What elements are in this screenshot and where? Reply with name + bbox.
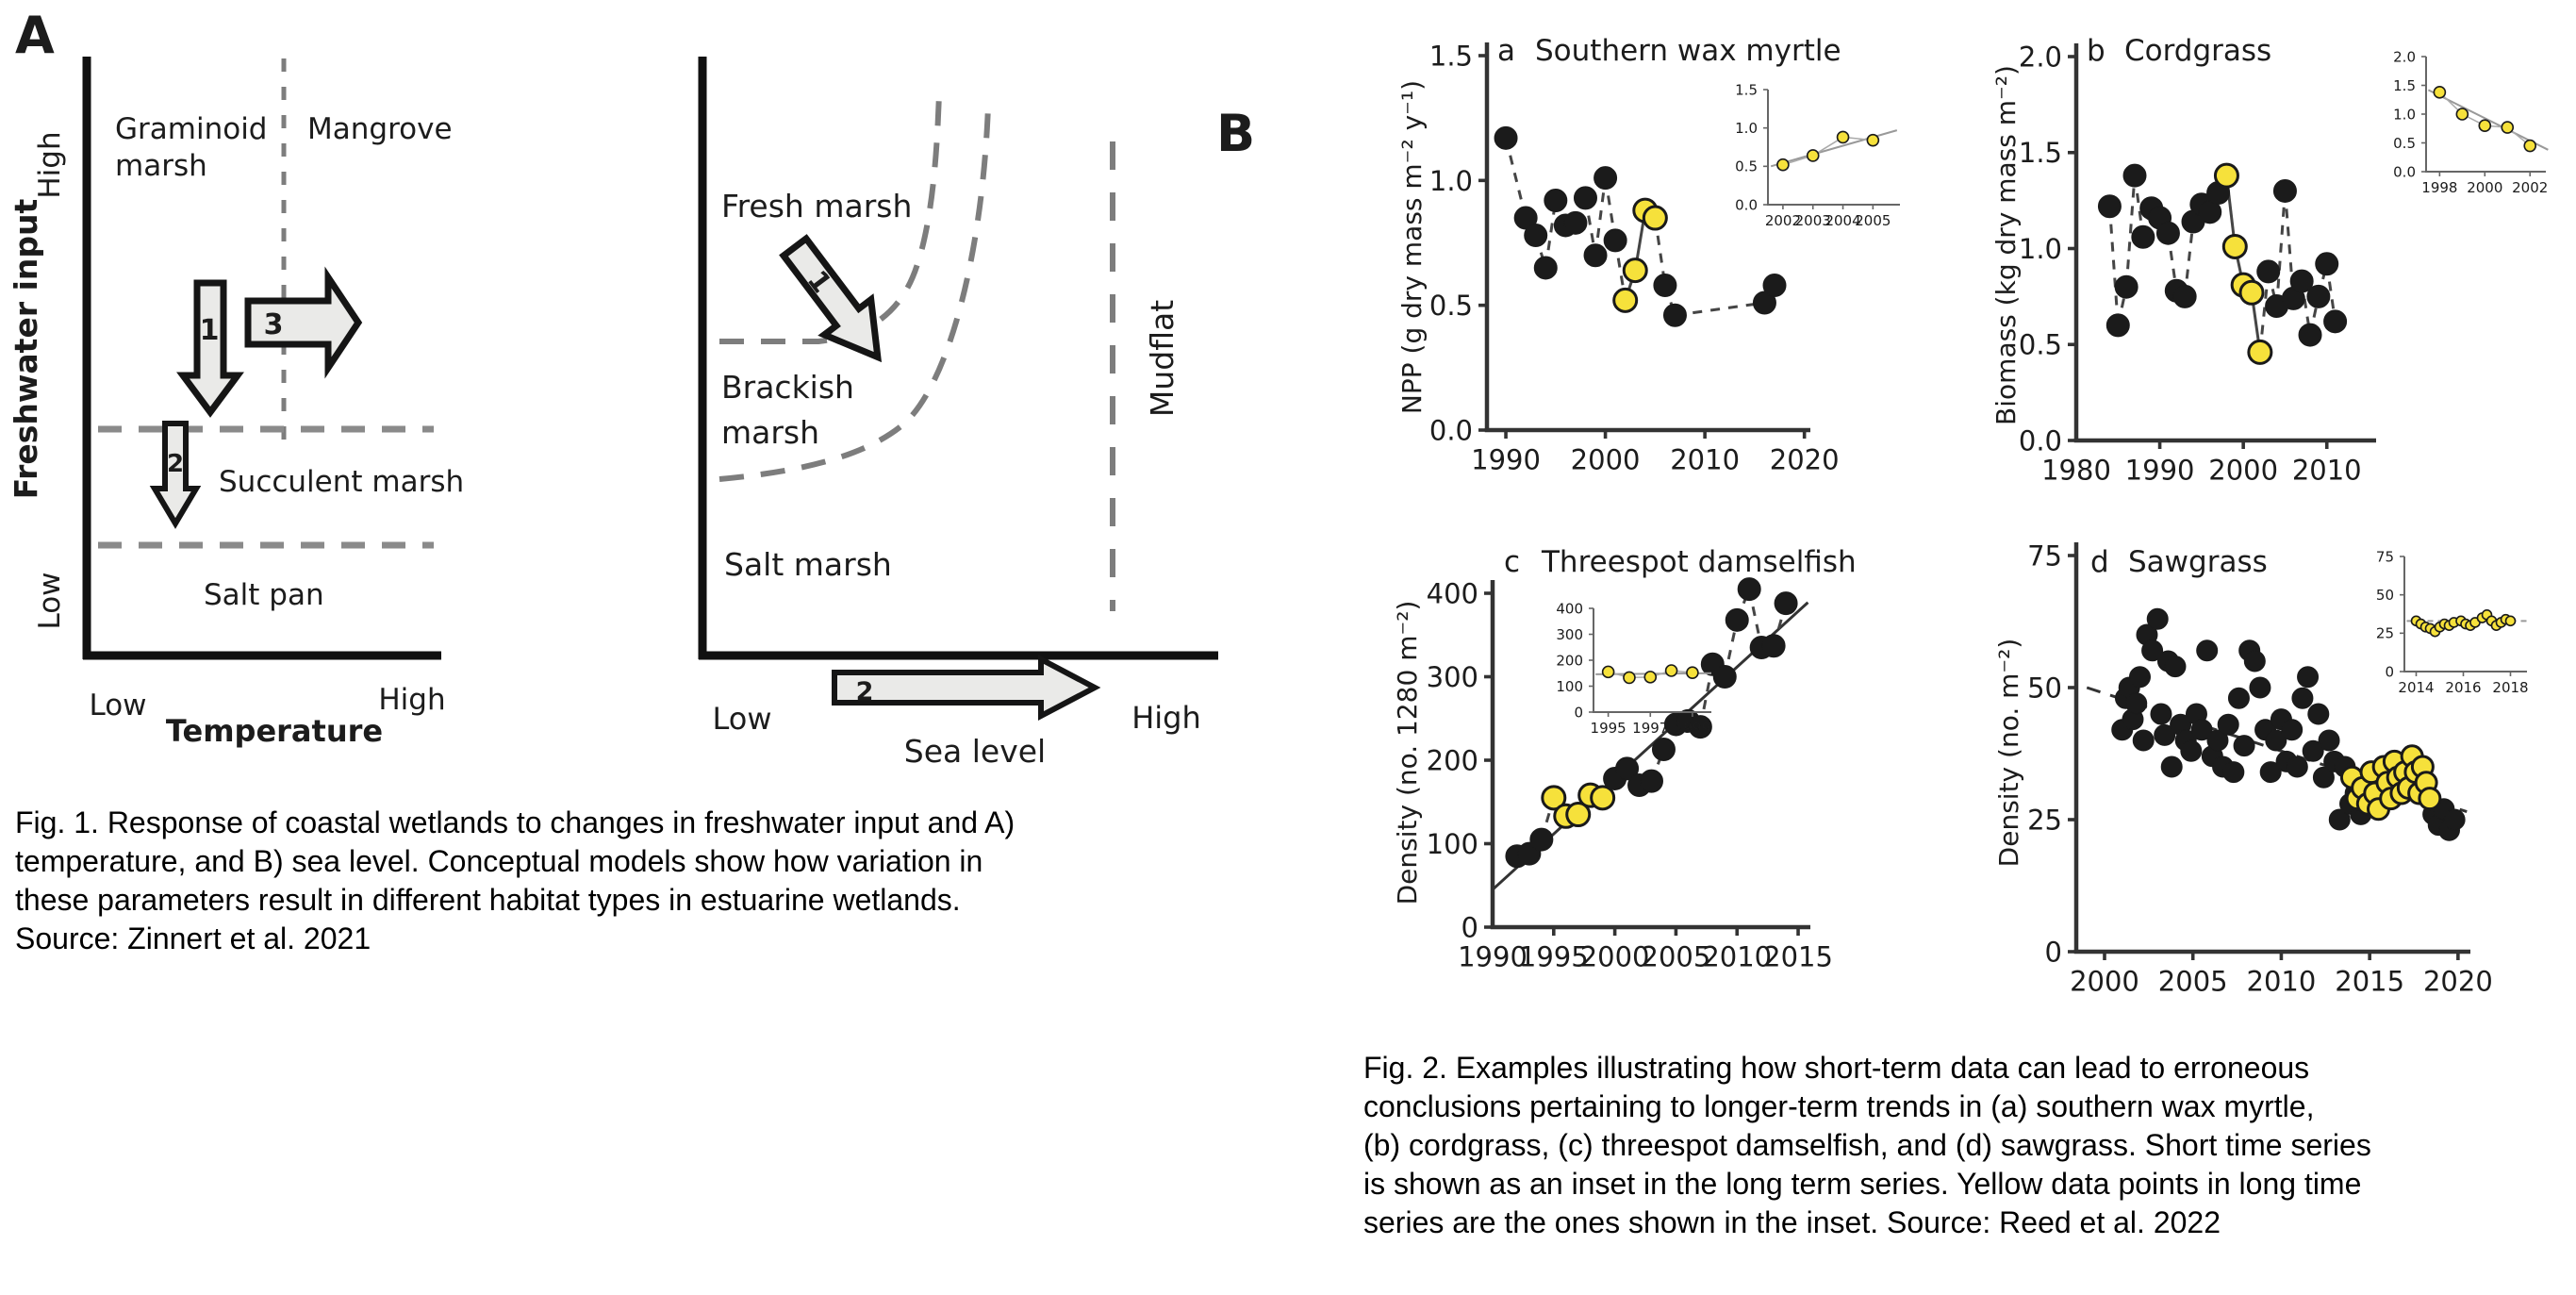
x-tick-label: 2003 [1794, 211, 1831, 229]
x-tick-label: 2020 [2422, 965, 2493, 998]
x-tick-label: 2000 [2208, 454, 2279, 487]
x-tick-label: 1999 [1674, 719, 1711, 737]
data-point-black [1654, 274, 1676, 296]
x-tick-label: 1998 [2421, 178, 2458, 196]
data-point-black [1641, 770, 1663, 792]
data-point-yellow [2215, 164, 2237, 187]
y-tick-label: 0 [2385, 663, 2394, 681]
data-point-black [2218, 714, 2238, 735]
x-tick-label: 1990 [1471, 443, 1541, 476]
data-point-yellow [2434, 87, 2445, 98]
y-tick-label: 0 [1461, 911, 1478, 944]
y-tick-label: 100 [1556, 677, 1583, 695]
x-tick-label: 2000 [1570, 443, 1641, 476]
data-point-yellow [1592, 787, 1614, 809]
arrow-3-number: 3 [263, 308, 284, 341]
y-tick-label: 0.0 [1735, 196, 1758, 214]
connector-line [1675, 303, 1764, 315]
data-point-black [2273, 179, 2296, 202]
data-point-black [2181, 740, 2202, 761]
x-tick-label: 1995 [1590, 719, 1627, 737]
data-point-black [2161, 756, 2182, 777]
y-tick-label: 0.5 [1428, 290, 1473, 323]
y-tick-label: 200 [1426, 744, 1478, 777]
connector-line [2277, 191, 2286, 306]
data-point-black [2444, 809, 2465, 830]
data-point-yellow [1603, 666, 1614, 677]
data-point-black [1564, 211, 1587, 234]
fig2-caption-line: (b) cordgrass, (c) threespot damselfish, and (d) sawgrass. Short time series [1363, 1128, 2371, 1162]
data-point-black [2132, 225, 2155, 248]
data-point-black [2250, 677, 2271, 698]
data-point-black [2106, 314, 2129, 337]
fig1-caption-line: Source: Zinnert et al. 2021 [15, 921, 372, 955]
region-succulent-marsh: Succulent marsh [219, 465, 465, 499]
data-point-black [2129, 667, 2150, 688]
data-point-yellow [1777, 159, 1789, 171]
panel-title: Cordgrass [2124, 34, 2272, 68]
a-y-low-label: Low [33, 572, 67, 630]
x-tick-label: 2018 [2492, 678, 2529, 696]
region-mangrove: Mangrove [307, 112, 453, 146]
data-point-black [1713, 666, 1736, 689]
data-point-yellow [1867, 135, 1878, 146]
data-point-black [2115, 275, 2138, 298]
y-tick-label: 2.0 [2393, 48, 2416, 66]
data-point-black [1663, 304, 1686, 326]
x-tick-label: 2010 [1670, 443, 1741, 476]
data-point-black [1534, 257, 1557, 279]
x-tick-label: 2000 [1579, 940, 1650, 973]
data-point-black [1494, 126, 1517, 149]
x-tick-label: 2000 [2070, 965, 2139, 998]
data-point-black [2292, 688, 2313, 708]
data-point-yellow [2524, 141, 2535, 152]
data-point-black [1652, 738, 1675, 760]
data-point-yellow [1808, 150, 1819, 161]
panel-title: Southern wax myrtle [1535, 34, 1841, 68]
region-salt-pan: Salt pan [204, 578, 324, 612]
region-fresh-marsh: Fresh marsh [721, 188, 913, 224]
data-point-black [2308, 704, 2329, 724]
data-point-yellow [2479, 120, 2490, 131]
data-point-black [1604, 229, 1627, 252]
x-tick-label: 2010 [2291, 454, 2362, 487]
y-tick-label: 1.5 [1735, 81, 1758, 99]
y-tick-label: 0 [1574, 704, 1583, 722]
y-tick-label: 1.0 [2018, 232, 2062, 265]
b-x-axis-title: Sea level [903, 733, 1047, 770]
a-y-axis-title: Freshwater input [8, 198, 44, 500]
fig1-caption-line: Fig. 1. Response of coastal wetlands to changes in freshwater input and A) [15, 805, 1016, 839]
data-point-black [2307, 285, 2330, 307]
y-axis-title: Density (no. 1280 m⁻²) [1392, 600, 1423, 905]
data-point-black [1574, 187, 1596, 209]
fig1-caption [15, 804, 1250, 958]
y-tick-label: 1.0 [1735, 120, 1758, 138]
y-tick-label: 50 [2375, 587, 2394, 605]
x-tick-label: 2005 [2157, 965, 2228, 998]
y-tick-label: 2.0 [2018, 41, 2062, 74]
y-tick-label: 0.5 [2393, 134, 2416, 152]
data-point-black [2123, 164, 2146, 187]
data-point-black [2173, 285, 2196, 307]
y-tick-label: 1.0 [2393, 106, 2416, 124]
x-tick-label: 2016 [2445, 678, 2482, 696]
data-point-black [1726, 608, 1748, 631]
fig2-caption-line: is shown as an inset in the long term series. Yellow data points in long time [1363, 1167, 2362, 1201]
y-axis-title: Biomass (kg dry mass m⁻²) [1990, 65, 2022, 425]
panel-title: Sawgrass [2128, 545, 2268, 579]
arrow-1-down-icon [183, 283, 238, 412]
data-point-black [1775, 592, 1797, 615]
y-tick-label: 75 [2375, 548, 2394, 566]
a-x-high-label: High [378, 683, 446, 717]
data-point-black [2223, 762, 2244, 783]
y-tick-label: 25 [2027, 804, 2062, 837]
y-tick-label: 75 [2027, 540, 2062, 573]
data-point-black [1530, 828, 1553, 851]
b-x-high-label: High [1131, 700, 1201, 736]
region-brackish-marsh-2: marsh [721, 414, 820, 451]
x-tick-label: 1997 [1632, 719, 1669, 737]
data-point-yellow [2502, 122, 2513, 133]
data-point-black [2282, 720, 2303, 740]
data-point-black [1594, 167, 1617, 190]
data-point-black [2147, 608, 2168, 629]
y-tick-label: 1.5 [2018, 137, 2062, 170]
data-point-black [1544, 190, 1567, 212]
data-point-black [2165, 656, 2186, 677]
fig1-caption-line: these parameters result in different habitat types in estuarine wetlands. [15, 883, 961, 917]
y-tick-label: 25 [2375, 624, 2394, 642]
y-tick-label: 100 [1426, 827, 1478, 860]
region-graminoid-marsh-2: marsh [115, 149, 207, 183]
y-tick-label: 1.5 [1428, 40, 1473, 73]
chart-panel-southern-wax-myrtle [1367, 0, 1924, 528]
b-x-low-label: Low [712, 701, 772, 737]
x-tick-label: 1990 [2124, 454, 2195, 487]
data-point-black [2133, 730, 2154, 751]
x-tick-label: 1990 [1458, 940, 1527, 973]
fig1-panel-a-letter: A [15, 6, 55, 65]
data-point-black [2287, 756, 2307, 777]
data-point-black [2228, 688, 2249, 708]
chart-panel-cordgrass [1924, 0, 2576, 528]
a-x-low-label: Low [89, 689, 147, 722]
y-tick-label: 0 [2044, 936, 2062, 969]
data-point-black [2257, 260, 2280, 283]
a-x-axis-title: Temperature [165, 713, 384, 749]
data-point-black [1738, 578, 1760, 601]
x-tick-label: 2002 [1764, 211, 1802, 229]
data-point-yellow [2223, 235, 2246, 257]
data-point-yellow [1666, 665, 1677, 676]
b-arrow-1-diagonal-icon [771, 229, 900, 374]
y-tick-label: 0.5 [1735, 158, 1758, 175]
panel-letter: c [1504, 545, 1521, 579]
x-tick-label: 1980 [2041, 454, 2111, 487]
fig1-conceptual-diagram [0, 0, 1358, 783]
region-salt-marsh: Salt marsh [724, 546, 892, 583]
data-point-black [2197, 640, 2218, 661]
data-point-black [2156, 222, 2179, 244]
data-point-black [1584, 244, 1607, 267]
data-point-black [1763, 274, 1786, 296]
fig2-caption [1363, 1049, 2576, 1242]
data-point-yellow [1687, 667, 1698, 678]
fig1-caption-line: temperature, and B) sea level. Conceptual models show how variation in [15, 844, 983, 878]
data-point-yellow [1643, 207, 1666, 229]
fig2-caption-line: Fig. 2. Examples illustrating how short-term data can lead to erroneous [1363, 1051, 2310, 1085]
data-point-yellow [2506, 616, 2516, 625]
region-graminoid-marsh: Graminoid [115, 112, 268, 146]
x-tick-label: 1995 [1518, 940, 1589, 973]
x-tick-label: 2002 [2512, 178, 2549, 196]
data-point-yellow [2249, 340, 2271, 363]
data-point-yellow [1624, 259, 1646, 282]
connector-line [2109, 207, 2118, 325]
panel-letter: b [2087, 34, 2105, 68]
x-tick-label: 2005 [1855, 211, 1891, 229]
data-point-yellow [1644, 672, 1656, 683]
x-tick-label: 2015 [1763, 940, 1833, 973]
panel-letter: a [1497, 34, 1515, 68]
fig2-caption-line: series are the ones shown in the inset. Source: Reed et al. 2022 [1363, 1205, 2221, 1239]
arrow-1-number: 1 [199, 314, 220, 347]
data-point-black [2126, 693, 2147, 714]
connector-line [1506, 138, 1526, 218]
x-tick-label: 2010 [2246, 965, 2317, 998]
b-arrow-1-number: 1 [801, 264, 838, 299]
data-point-black [2234, 736, 2254, 756]
data-point-yellow [2456, 108, 2468, 120]
y-tick-label: 0.0 [2018, 424, 2062, 457]
data-point-black [2151, 704, 2171, 724]
data-point-yellow [1624, 672, 1635, 683]
y-tick-label: 0.5 [2018, 328, 2062, 361]
data-point-black [2298, 667, 2319, 688]
data-point-black [2299, 324, 2321, 346]
y-tick-label: 1.5 [2393, 76, 2416, 94]
x-tick-label: 2020 [1769, 443, 1840, 476]
x-tick-label: 2010 [1702, 940, 1773, 973]
b-arrow-2-number: 2 [855, 677, 874, 706]
b-arrow-1-shape [771, 229, 900, 374]
y-tick-label: 400 [1556, 600, 1583, 618]
fig2-caption-line: conclusions pertaining to longer-term trends in (a) southern wax myrtle, [1363, 1089, 2315, 1123]
x-tick-label: 2005 [1641, 940, 1711, 973]
data-point-black [2316, 253, 2338, 275]
data-point-yellow [2240, 281, 2263, 304]
x-tick-label: 2014 [2398, 678, 2435, 696]
y-tick-label: 1.0 [1428, 164, 1473, 197]
data-point-black [2098, 195, 2121, 218]
x-tick-label: 2015 [2335, 965, 2405, 998]
data-point-black [1762, 635, 1785, 657]
a-y-high-label: High [33, 131, 67, 199]
panel-title: Threespot damselfish [1542, 545, 1857, 579]
data-point-black [1525, 224, 1547, 247]
y-tick-label: 300 [1556, 625, 1583, 643]
y-tick-label: 300 [1426, 660, 1478, 693]
y-tick-label: 0.0 [2393, 163, 2416, 181]
data-point-black [2319, 730, 2339, 751]
chart-panel-threespot-damselfish [1367, 528, 1924, 1050]
y-tick-label: 0.0 [1428, 414, 1473, 447]
y-tick-label: 200 [1556, 652, 1583, 670]
arrow-2-number: 2 [166, 450, 185, 478]
data-point-yellow [2419, 789, 2440, 809]
data-point-black [2244, 651, 2265, 672]
fig1-panel-b-letter: B [1216, 104, 1256, 163]
y-tick-label: 400 [1426, 577, 1478, 610]
data-point-yellow [1614, 289, 1637, 311]
data-point-black [2324, 310, 2347, 333]
y-axis-title: Density (no. m⁻²) [1993, 638, 2024, 868]
data-point-yellow [1838, 131, 1849, 142]
panel-letter: d [2090, 545, 2109, 579]
region-mudflat: Mudflat [1144, 299, 1181, 418]
x-tick-label: 2004 [1825, 211, 1861, 229]
region-brackish-marsh: Brackish [721, 369, 854, 406]
trend-line [1771, 130, 1897, 166]
x-tick-label: 2000 [2467, 178, 2503, 196]
y-axis-title: NPP (g dry mass m⁻² y⁻¹) [1396, 79, 1428, 415]
chart-panel-sawgrass [1924, 528, 2576, 1050]
y-tick-label: 50 [2027, 672, 2062, 705]
